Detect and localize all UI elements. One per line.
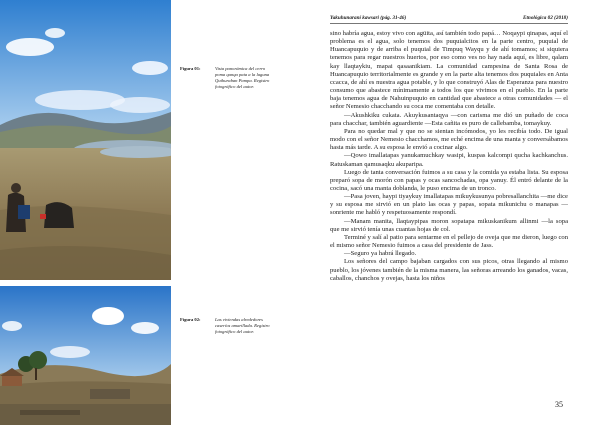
figure-01-caption: Vista panorámica del cerro poma qanqa pata a la laguna Quihuraban Pampa. Registro fotográfico del autor. xyxy=(215,66,270,89)
figure-01-label: Figura 01: xyxy=(180,66,201,71)
figure-02-caption: Las viviendas alrededores caseríos amarillada. Registro fotográfico del autor. xyxy=(215,317,270,334)
figure-02-label: Figura 02: xyxy=(180,317,201,322)
paragraph: Para no quedar mal y que no se sientan incómodos, yo les recibía todo. De igual modo con el señor Nemesio chacchamos, me eché encima de una manta y conversábamos hasta más tarde. A su esposa le envió a cocinar algo. xyxy=(330,127,568,152)
figure-01-photo xyxy=(0,0,171,280)
paragraph: Terminé y salí al patio para sentarme en el pellejo de oveja que me dieron, luego con el mismo señor Nemesio fuimos a casa del presidente de Jass. xyxy=(330,233,568,250)
paragraph: —Seguro ya habrá llegado. xyxy=(344,250,417,258)
running-head xyxy=(330,15,568,24)
body-text xyxy=(330,30,568,283)
paragraph: —Akushkiku cukata. Akuykusantaqya —con carisma me dió un puñado de coca para chacchar, también aguardiente —Esta cañita es puro de callebamba, tomaykuy. xyxy=(330,111,568,127)
figure-02-photo xyxy=(0,286,171,425)
paragraph: sino habría agua, estoy vivo con agüita, así también todo papá… Noqaypi qinapas, aquí el problema es el agua, solo tenemos dos puquialcitos en la parte centro, puquial de Huancapuquio y de arriba el puquial de Timpuq Wayqu y de ahí tomamos; si siquiera tenemos para regar nuestros huertos, por eso como ves no hay nada aquí, es libre, qalam kay llaqtaykiu, mapai qasaanikiam. La comunidad campesina de Santa Rosa de Huancapuquio territorialmente es grande y en la parte alta tenemos dos puquiales en Anta ccacca, de ahí es nuestra agua potable, y lo que construyó Alas de Esperanza para nuestro consumo que abastece mínimamente a todos los que vivimos en el pueblo. En la parte baja tenemos agua de Nahuinpuquio en cantidad que abastece a otras comunidades — el señor Nemesio chacchando su coca me comentaba con detalle. xyxy=(330,30,568,111)
paragraph: —Manam manita, llaqtaypipas moron sopatapa mikuskanikum allinmi —la sopa que me sirvió tenía unas cuantas hojas de col. xyxy=(330,217,568,233)
landscape-lagoon-image xyxy=(0,0,171,280)
paragraph: —Pasa joven, haypi tiyaykuy imallatapas mikuykusunya pobresallanchita —me dice y su esposa me sirvió en un plato las ocas y papas, sopata mikunichu o manapas —sonriente me habló y respetuosamente respondí. xyxy=(330,193,568,217)
paragraph: Luego de tanta conversación fuimos a su casa y la comida ya estaba lista. Su esposa preparó sopa de morón con papas y ocas sancochadas, opa yanuy. Él entró delante de la cocina, sacó una manta doblanda, le puso encima de un tronco. xyxy=(330,168,568,192)
paragraph: —Qowo imallatapas yanukamuchkay wasipi, kuspas kalcompi qucha kachkanchus. Ratuskaman qamusaqku akuparipa. xyxy=(330,152,568,168)
running-head-right: Etnológica 02 (2018) xyxy=(523,15,568,21)
page-number: 35 xyxy=(555,400,563,409)
paragraph: Los señores del campo bajaban cargados con sus picos, otras llegando al mismo pueblo, los jóvenes también de la misma manera, las señoras arreando los ganados, vacas, caballos, chanchos y ovejas, hasta los niños xyxy=(330,258,568,282)
village-hills-image xyxy=(0,286,171,425)
running-head-left: Yakuhunaraní kawsari (pág. 31-46) xyxy=(330,15,407,21)
